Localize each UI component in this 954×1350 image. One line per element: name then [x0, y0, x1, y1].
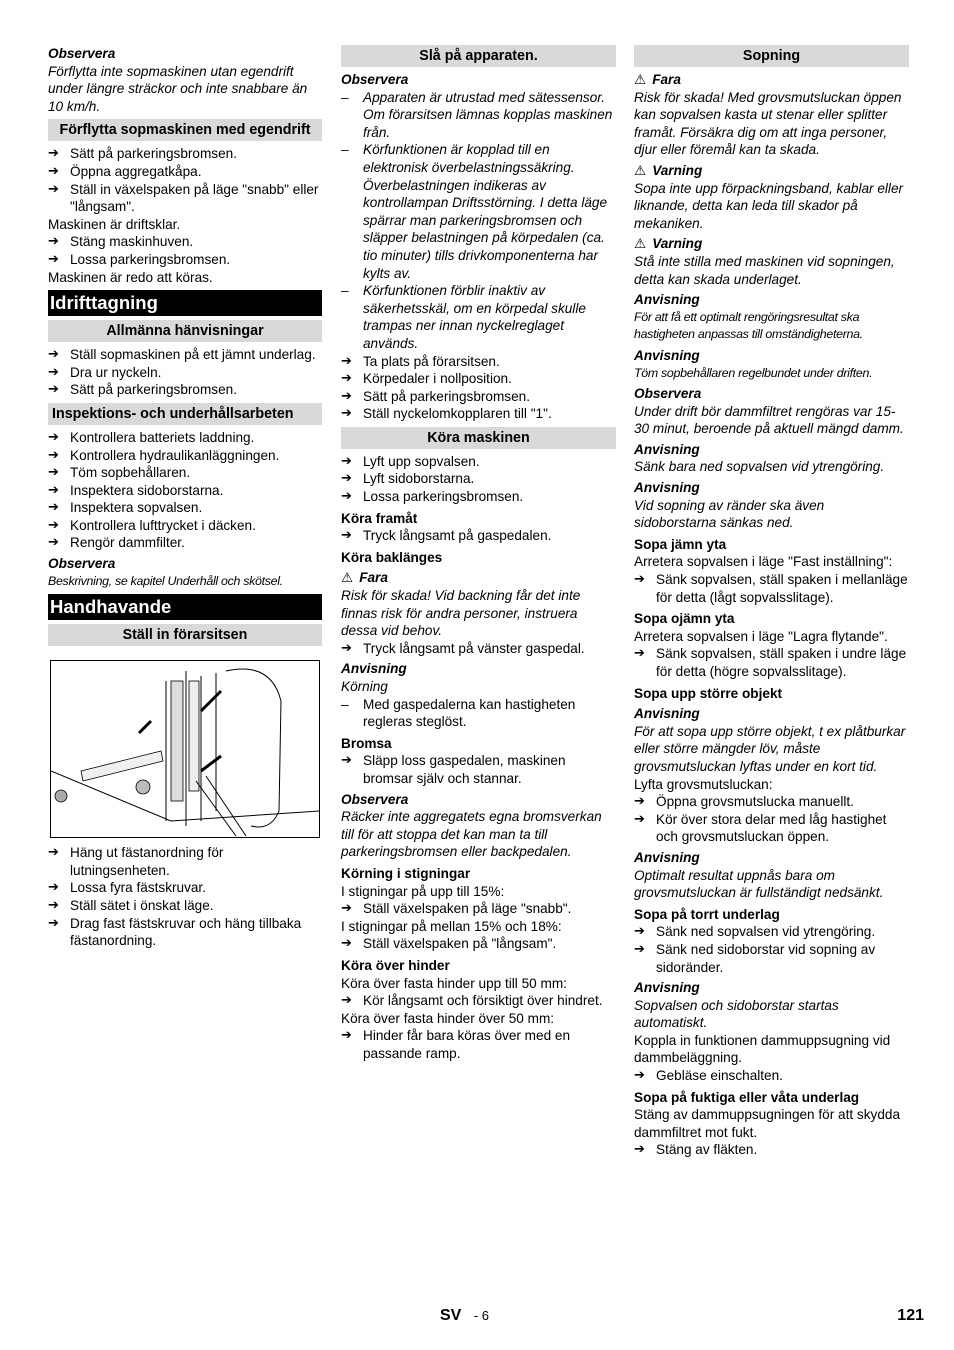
step: ➔ Gebläse einschalten. — [634, 1067, 909, 1085]
step: ➔ Hinder får bara köras över med en passande ramp. — [341, 1027, 616, 1062]
danger-text: Risk för skada! Vid backning får det inte finnas risk för andra personer, instruera dessa vid behov. — [341, 588, 581, 639]
step: ➔ Öppna grovsmutslucka manuellt. — [634, 793, 909, 811]
subheading: Köra över hinder — [341, 957, 450, 973]
subheading: Köra framåt — [341, 510, 418, 526]
step: ➔ Lossa fyra fästskruvar. — [48, 879, 322, 897]
note-text: För att sopa upp större objekt, t ex plåtburkar eller större mängder löv, måste grovsmutsluckan lyftas under en kort tid. — [634, 723, 906, 774]
step: ➔ Stäng maskinhuven. — [48, 233, 322, 251]
step: ➔ Släpp loss gaspedalen, maskinen bromsar själv och stannar. — [341, 752, 616, 787]
text: Arretera sopvalsen i läge "Lagra flytande". — [634, 628, 888, 644]
note-text: Körning — [341, 679, 388, 694]
column-1 — [48, 42, 322, 950]
note-text: Sopvalsen och sidoborstar startas automatiskt. — [634, 997, 839, 1031]
step: ➔ Ställ sopmaskinen på ett jämnt underlag. — [48, 346, 322, 364]
section-heading: Förflytta sopmaskinen med egendrift — [48, 119, 322, 141]
note-heading: Observera — [341, 72, 409, 87]
subheading: Sopa på torrt underlag — [634, 906, 780, 922]
subheading: Sopa jämn yta — [634, 536, 727, 552]
step: ➔ Lyft sidoborstarna. — [341, 470, 616, 488]
note-text: Töm sopbehållaren regelbundet under driften. — [634, 365, 873, 380]
danger-heading: ⚠ Fara — [341, 570, 388, 586]
chapter-heading: Idrifttagning — [48, 290, 322, 316]
step: ➔ Sätt på parkeringsbromsen. — [48, 145, 322, 163]
step: ➔ Sänk sopvalsen, ställ spaken i undre läge för detta (högre sopvalsslitage). — [634, 645, 909, 680]
step: ➔ Drag fast fästskruvar och häng tillbaka fästanordning. — [48, 915, 322, 950]
text: Köra över fasta hinder över 50 mm: — [341, 1010, 555, 1026]
step: ➔ Ställ nyckelomkopplaren till "1". — [341, 405, 616, 423]
step: ➔ Rengör dammfilter. — [48, 534, 322, 552]
step: ➔ Ta plats på förarsitsen. — [341, 353, 616, 371]
step: ➔ Lossa parkeringsbromsen. — [341, 488, 616, 506]
note-text: Sänk bara ned sopvalsen vid ytrengöring. — [634, 459, 885, 475]
step: ➔ Tryck långsamt på vänster gaspedal. — [341, 640, 616, 658]
danger-text: Risk för skada! Med grovsmutsluckan öppen kan sopvalsen kasta ut stenar eller splitter framåt. Försäkra dig om att inga personer, djur eller föremål kan ta skada. — [634, 89, 902, 158]
note-item: – Apparaten är utrustad med sätessensor. Om förarsitsen lämnas kopplas maskinen från. — [341, 89, 616, 142]
step: ➔ Sätt på parkeringsbromsen. — [48, 381, 322, 399]
step: ➔ Lossa parkeringsbromsen. — [48, 251, 322, 269]
step: ➔ Töm sopbehållaren. — [48, 464, 322, 482]
step: ➔ Kontrollera batteriets laddning. — [48, 429, 322, 447]
note-heading: Anvisning — [634, 441, 700, 457]
step: ➔ Öppna aggregatkåpa. — [48, 163, 322, 181]
note-text: Räcker inte aggregatets egna bromsverkan till för att stoppa det kan man ta till parkeringsbromsen eller backpedalen. — [341, 809, 602, 860]
column-2 — [341, 42, 616, 1062]
chapter-heading: Handhavande — [48, 594, 322, 620]
section-heading: Inspektions- och underhållsarbeten — [48, 403, 322, 425]
note-heading: Anvisning — [634, 347, 700, 363]
note-text: Beskrivning, se kapitel Underhåll och skötsel. — [48, 573, 283, 588]
warning-heading: ⚠ Varning — [634, 236, 703, 252]
note-item: – Med gaspedalerna kan hastigheten regleras steglöst. — [341, 696, 616, 731]
step: ➔ Kör över stora delar med låg hastighet och grovsmutsluckan öppen. — [634, 811, 909, 846]
text: Maskinen är driftsklar. — [48, 216, 181, 232]
note-heading: Observera — [341, 791, 409, 807]
footer-language — [440, 1307, 491, 1325]
subheading: Köra baklänges — [341, 549, 443, 565]
warning-text: Sopa inte upp förpackningsband, kablar eller liknande, detta kan leda till skador på mekaniken. — [634, 180, 904, 231]
step: ➔ Kontrollera hydraulikanläggningen. — [48, 447, 322, 465]
subheading: Körning i stigningar — [341, 865, 471, 881]
section-heading: Sopning — [634, 45, 909, 67]
note-text: Optimalt resultat uppnås bara om grovsmutsluckan är fullständigt nedsänkt. — [634, 867, 884, 901]
text: Köra över fasta hinder upp till 50 mm: — [341, 975, 567, 991]
footer-separator: - 6 — [473, 1308, 489, 1323]
section-heading: Köra maskinen — [341, 427, 616, 449]
note-text: För att få ett optimalt rengöringsresultat ska hastigheten anpassas till omständigheterna. — [634, 309, 863, 342]
note-text: Vid sopning av ränder ska även sidoborstarna sänkas ned. — [634, 497, 825, 531]
text: Koppla in funktionen dammuppsugning vid dammbeläggning. — [634, 1032, 891, 1066]
subheading: Sopa upp större objekt — [634, 685, 783, 701]
note-heading: Observera — [634, 386, 702, 402]
note-heading: Anvisning — [634, 980, 700, 996]
text: Lyfta grovsmutsluckan: — [634, 776, 773, 792]
step: ➔ Dra ur nyckeln. — [48, 364, 322, 382]
note-heading: Anvisning — [634, 292, 700, 308]
text: Stäng av dammuppsugningen för att skydda dammfiltret mot fukt. — [634, 1107, 901, 1140]
step: ➔ Ställ växelspaken på "långsam". — [341, 935, 616, 953]
footer-lang-code: SV — [440, 1307, 462, 1324]
step: ➔ Sänk ned sopvalsen vid ytrengöring. — [634, 923, 909, 941]
text: Arretera sopvalsen i läge "Fast inställning": — [634, 554, 893, 570]
step: ➔ Sänk sopvalsen, ställ spaken i mellanläge för detta (lågt sopvalsslitage). — [634, 571, 909, 606]
warning-heading: ⚠ Varning — [634, 162, 703, 178]
section-heading: Slå på apparaten. — [341, 45, 616, 67]
note-heading: Anvisning — [634, 480, 700, 496]
text: I stigningar på upp till 15%: — [341, 883, 505, 899]
note-text: Förflytta inte sopmaskinen utan egendrift under längre sträckor och inte snabbare än 10 km/h. — [48, 63, 308, 114]
warning-text: Stå inte stilla med maskinen vid sopningen, detta kan skada underlaget. — [634, 253, 895, 287]
step: ➔ Sänk ned sidoborstar vid sopning av sidoränder. — [634, 941, 909, 976]
danger-heading: ⚠ Fara — [634, 72, 681, 87]
step: ➔ Kontrollera lufttrycket i däcken. — [48, 517, 322, 535]
section-heading: Allmänna hänvisningar — [48, 320, 322, 342]
note-item: – Körfunktionen förblir inaktiv av säkerhetsskäl, om en körpedal skulle trampas ner innan nyckelreglaget används. — [341, 282, 616, 352]
note-heading: Observera — [48, 46, 116, 61]
text: Maskinen är redo att köras. — [48, 269, 213, 285]
note-heading: Observera — [48, 556, 116, 572]
note-heading: Anvisning — [634, 706, 700, 722]
step: ➔ Körpedaler i nollposition. — [341, 370, 616, 388]
seat-adjustment-illustration — [50, 660, 320, 838]
step: ➔ Stäng av fläkten. — [634, 1141, 909, 1159]
warning-triangle-icon: ⚠ — [634, 236, 647, 252]
warning-triangle-icon: ⚠ — [634, 72, 647, 87]
note-text: Under drift bör dammfiltret rengöras var 15-30 minut, beroende på aktuell mängd damm. — [634, 403, 904, 437]
warning-triangle-icon: ⚠ — [634, 162, 647, 178]
step: ➔ Häng ut fästanordning för lutningsenheten. — [48, 844, 322, 879]
text: I stigningar på mellan 15% och 18%: — [341, 918, 562, 934]
step: ➔ Ställ växelspaken på läge "snabb". — [341, 900, 616, 918]
step: ➔ Inspektera sidoborstarna. — [48, 482, 322, 500]
step: ➔ Sätt på parkeringsbromsen. — [341, 388, 616, 406]
subheading: Sopa ojämn yta — [634, 611, 735, 627]
column-3 — [634, 42, 909, 1159]
note-heading: Anvisning — [634, 849, 700, 865]
section-heading: Ställ in förarsitsen — [48, 624, 322, 646]
step: ➔ Ställ sätet i önskat läge. — [48, 897, 322, 915]
warning-triangle-icon: ⚠ — [341, 570, 354, 586]
subheading: Sopa på fuktiga eller våta underlag — [634, 1089, 860, 1105]
step: ➔ Tryck långsamt på gaspedalen. — [341, 527, 616, 545]
note-heading: Anvisning — [341, 661, 407, 677]
step: ➔ Lyft upp sopvalsen. — [341, 453, 616, 471]
note-item: – Körfunktionen är kopplad till en elektronisk överbelastningssäkring. Överbelastningen indikeras av kontrollampan Driftsstörning. I detta läge spärrar man parkeringsbromsen och släpper belastningen på körpedalen (ca. tio minuter) tills drivkomponenterna har kylts av. — [341, 141, 616, 282]
step: ➔ Inspektera sopvalsen. — [48, 499, 322, 517]
subheading: Bromsa — [341, 735, 392, 751]
step: ➔ Ställ in växelspaken på läge "snabb" eller "långsam". — [48, 181, 322, 216]
seat-illustration-icon — [51, 661, 319, 837]
step: ➔ Kör långsamt och försiktigt över hindret. — [341, 992, 616, 1010]
page-number: 121 — [897, 1307, 924, 1324]
